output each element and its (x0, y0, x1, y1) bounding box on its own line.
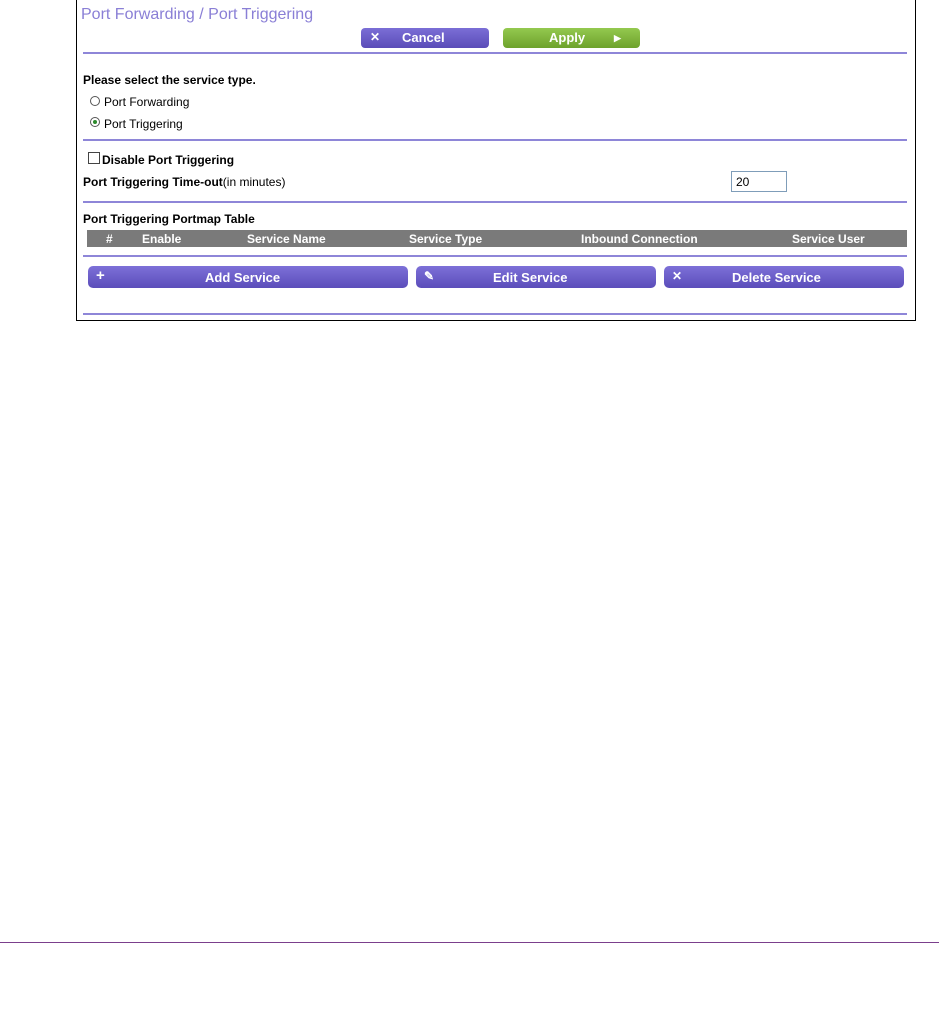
port-forwarding-label: Port Forwarding (104, 95, 190, 109)
disable-port-triggering-checkbox[interactable] (88, 152, 100, 164)
divider (83, 313, 907, 315)
column-header-number: # (106, 232, 113, 246)
edit-service-label: Edit Service (493, 270, 568, 285)
plus-icon: + (96, 267, 105, 284)
add-service-button[interactable] (88, 266, 408, 288)
edit-service-button[interactable] (416, 266, 656, 288)
timeout-label-row (83, 175, 285, 189)
arrow-right-icon: ▶ (614, 33, 621, 43)
footer-divider (0, 942, 939, 943)
pencil-icon: ✎ (424, 269, 435, 283)
divider (83, 201, 907, 203)
timeout-label: Port Triggering Time-out (83, 175, 223, 189)
delete-service-button[interactable] (664, 266, 904, 288)
add-service-label: Add Service (205, 270, 281, 285)
cancel-button[interactable] (361, 28, 489, 48)
column-header-service-type: Service Type (409, 232, 483, 246)
port-forwarding-radio[interactable] (90, 96, 100, 106)
port-triggering-label: Port Triggering (104, 117, 183, 131)
apply-button-label: Apply (549, 30, 586, 45)
divider (83, 52, 907, 54)
service-type-prompt: Please select the service type. (83, 73, 256, 87)
apply-button[interactable] (503, 28, 640, 48)
divider (83, 255, 907, 257)
delete-service-label: Delete Service (732, 270, 821, 285)
disable-port-triggering-label: Disable Port Triggering (102, 153, 235, 167)
column-header-service-name: Service Name (247, 232, 326, 246)
column-header-service-user: Service User (792, 232, 865, 246)
timeout-input[interactable] (731, 171, 787, 192)
x-icon: ✕ (672, 269, 683, 283)
cancel-button-label: Cancel (402, 30, 445, 45)
timeout-unit: (in minutes) (222, 175, 286, 189)
page-title: Port Forwarding / Port Triggering (81, 6, 314, 23)
x-icon: ✕ (370, 30, 381, 44)
table-title: Port Triggering Portmap Table (83, 212, 255, 226)
divider (83, 139, 907, 141)
column-header-inbound-connection: Inbound Connection (581, 232, 698, 246)
table-header (87, 230, 907, 247)
port-triggering-radio[interactable] (90, 117, 100, 127)
column-header-enable: Enable (142, 232, 182, 246)
